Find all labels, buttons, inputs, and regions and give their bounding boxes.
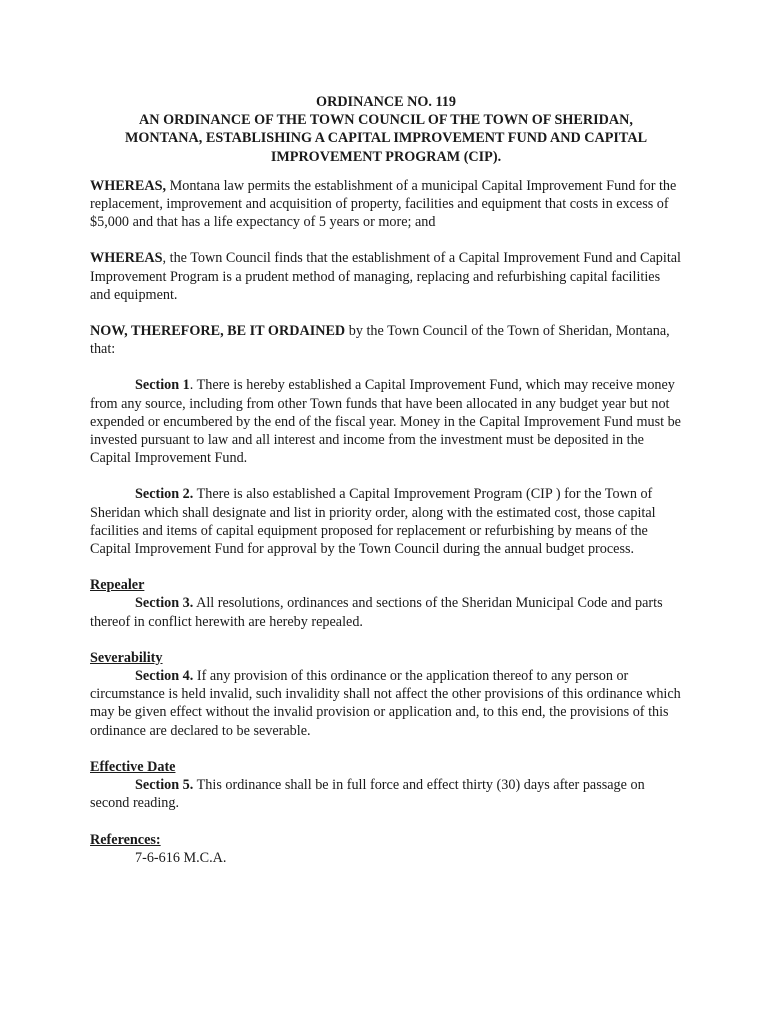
- title-line-4: IMPROVEMENT PROGRAM (CIP).: [270, 148, 502, 165]
- ordained-text: by the Town Council of the Town of Sheridan, Montana, that:: [90, 323, 670, 358]
- repealer-heading: Repealer: [90, 577, 145, 594]
- section-4-text: If any provision of this ordinance or the application thereof to any person or circumstance is held invalid, such invalidity shall not affect the other provisions of this ordinance which may be given effect without the invalid provision or application and, to this end, the provisions of this ordinance are declared to be severable.: [90, 668, 681, 739]
- document-page: [90, 93, 682, 867]
- section-4-lead: Section 4.: [135, 668, 194, 685]
- whereas-paragraph-1: [90, 177, 682, 232]
- whereas-1-lead: WHEREAS,: [90, 177, 167, 194]
- section-1-lead: Section 1: [135, 377, 190, 394]
- section-3-text: All resolutions, ordinances and sections of the Sheridan Municipal Code and parts thereof in conflict herewith are hereby repealed.: [90, 595, 663, 630]
- section-5-lead: Section 5.: [135, 777, 194, 794]
- section-2-paragraph: [90, 485, 682, 558]
- section-3-lead: Section 3.: [135, 595, 194, 612]
- effective-date-heading: Effective Date: [90, 758, 176, 775]
- whereas-1-text: Montana law permits the establishment of a municipal Capital Improvement Fund for the replacement, improvement and acquisition of property, facilities and equipment that costs in excess of $5,000 and that has a life expectancy of 5 years or more; and: [90, 177, 677, 231]
- whereas-paragraph-2: [90, 249, 682, 304]
- title-line-2: AN ORDINANCE OF THE TOWN COUNCIL OF THE TOWN OF SHERIDAN,: [139, 112, 633, 129]
- section-1-paragraph: [90, 376, 682, 467]
- ordinance-title: [90, 93, 682, 166]
- ordained-lead: NOW, THEREFORE, BE IT ORDAINED: [90, 323, 346, 340]
- section-5-paragraph: [90, 776, 682, 812]
- whereas-2-text: , the Town Council finds that the establishment of a Capital Improvement Fund and Capital Improvement Program is a prudent method of managing, replacing and refurbishing capital facilities and equipment.: [90, 250, 681, 303]
- effective-date-block: [90, 758, 682, 813]
- title-line-1: ORDINANCE NO. 119: [316, 94, 456, 110]
- references-heading: References:: [90, 831, 161, 848]
- references-block: [90, 831, 682, 867]
- repealer-block: [90, 576, 682, 631]
- section-2-text: There is also established a Capital Improvement Program (CIP ) for the Town of Sheridan which shall designate and list in priority order, along with the estimated cost, those capital facilities and items of capital equipment proposed for replacement or refurbishing by means of the Capital Improvement Fund for approval by the Town Council during the annual budget process.: [90, 486, 656, 558]
- references-value: 7-6-616 M.C.A.: [135, 849, 227, 866]
- section-3-paragraph: [90, 594, 682, 630]
- whereas-2-lead: WHEREAS: [90, 250, 163, 267]
- ordained-paragraph: [90, 322, 682, 358]
- severability-heading: Severability: [90, 649, 163, 666]
- severability-block: [90, 649, 682, 740]
- section-1-text: . There is hereby established a Capital Improvement Fund, which may receive money from any source, including from other Town funds that have been allocated in any budget year but not expended or encumbered by the end of the fiscal year. Money in the Capital Improvement Fund must be invested pursuant to law and all interest and income from the investment must be deposited in the Capital Improvement Fund.: [90, 377, 681, 467]
- section-2-lead: Section 2.: [135, 486, 194, 503]
- section-5-text: This ordinance shall be in full force and effect thirty (30) days after passage on second reading.: [90, 777, 645, 812]
- title-line-3: MONTANA, ESTABLISHING A CAPITAL IMPROVEMENT FUND AND CAPITAL: [124, 130, 648, 147]
- section-4-paragraph: [90, 667, 682, 740]
